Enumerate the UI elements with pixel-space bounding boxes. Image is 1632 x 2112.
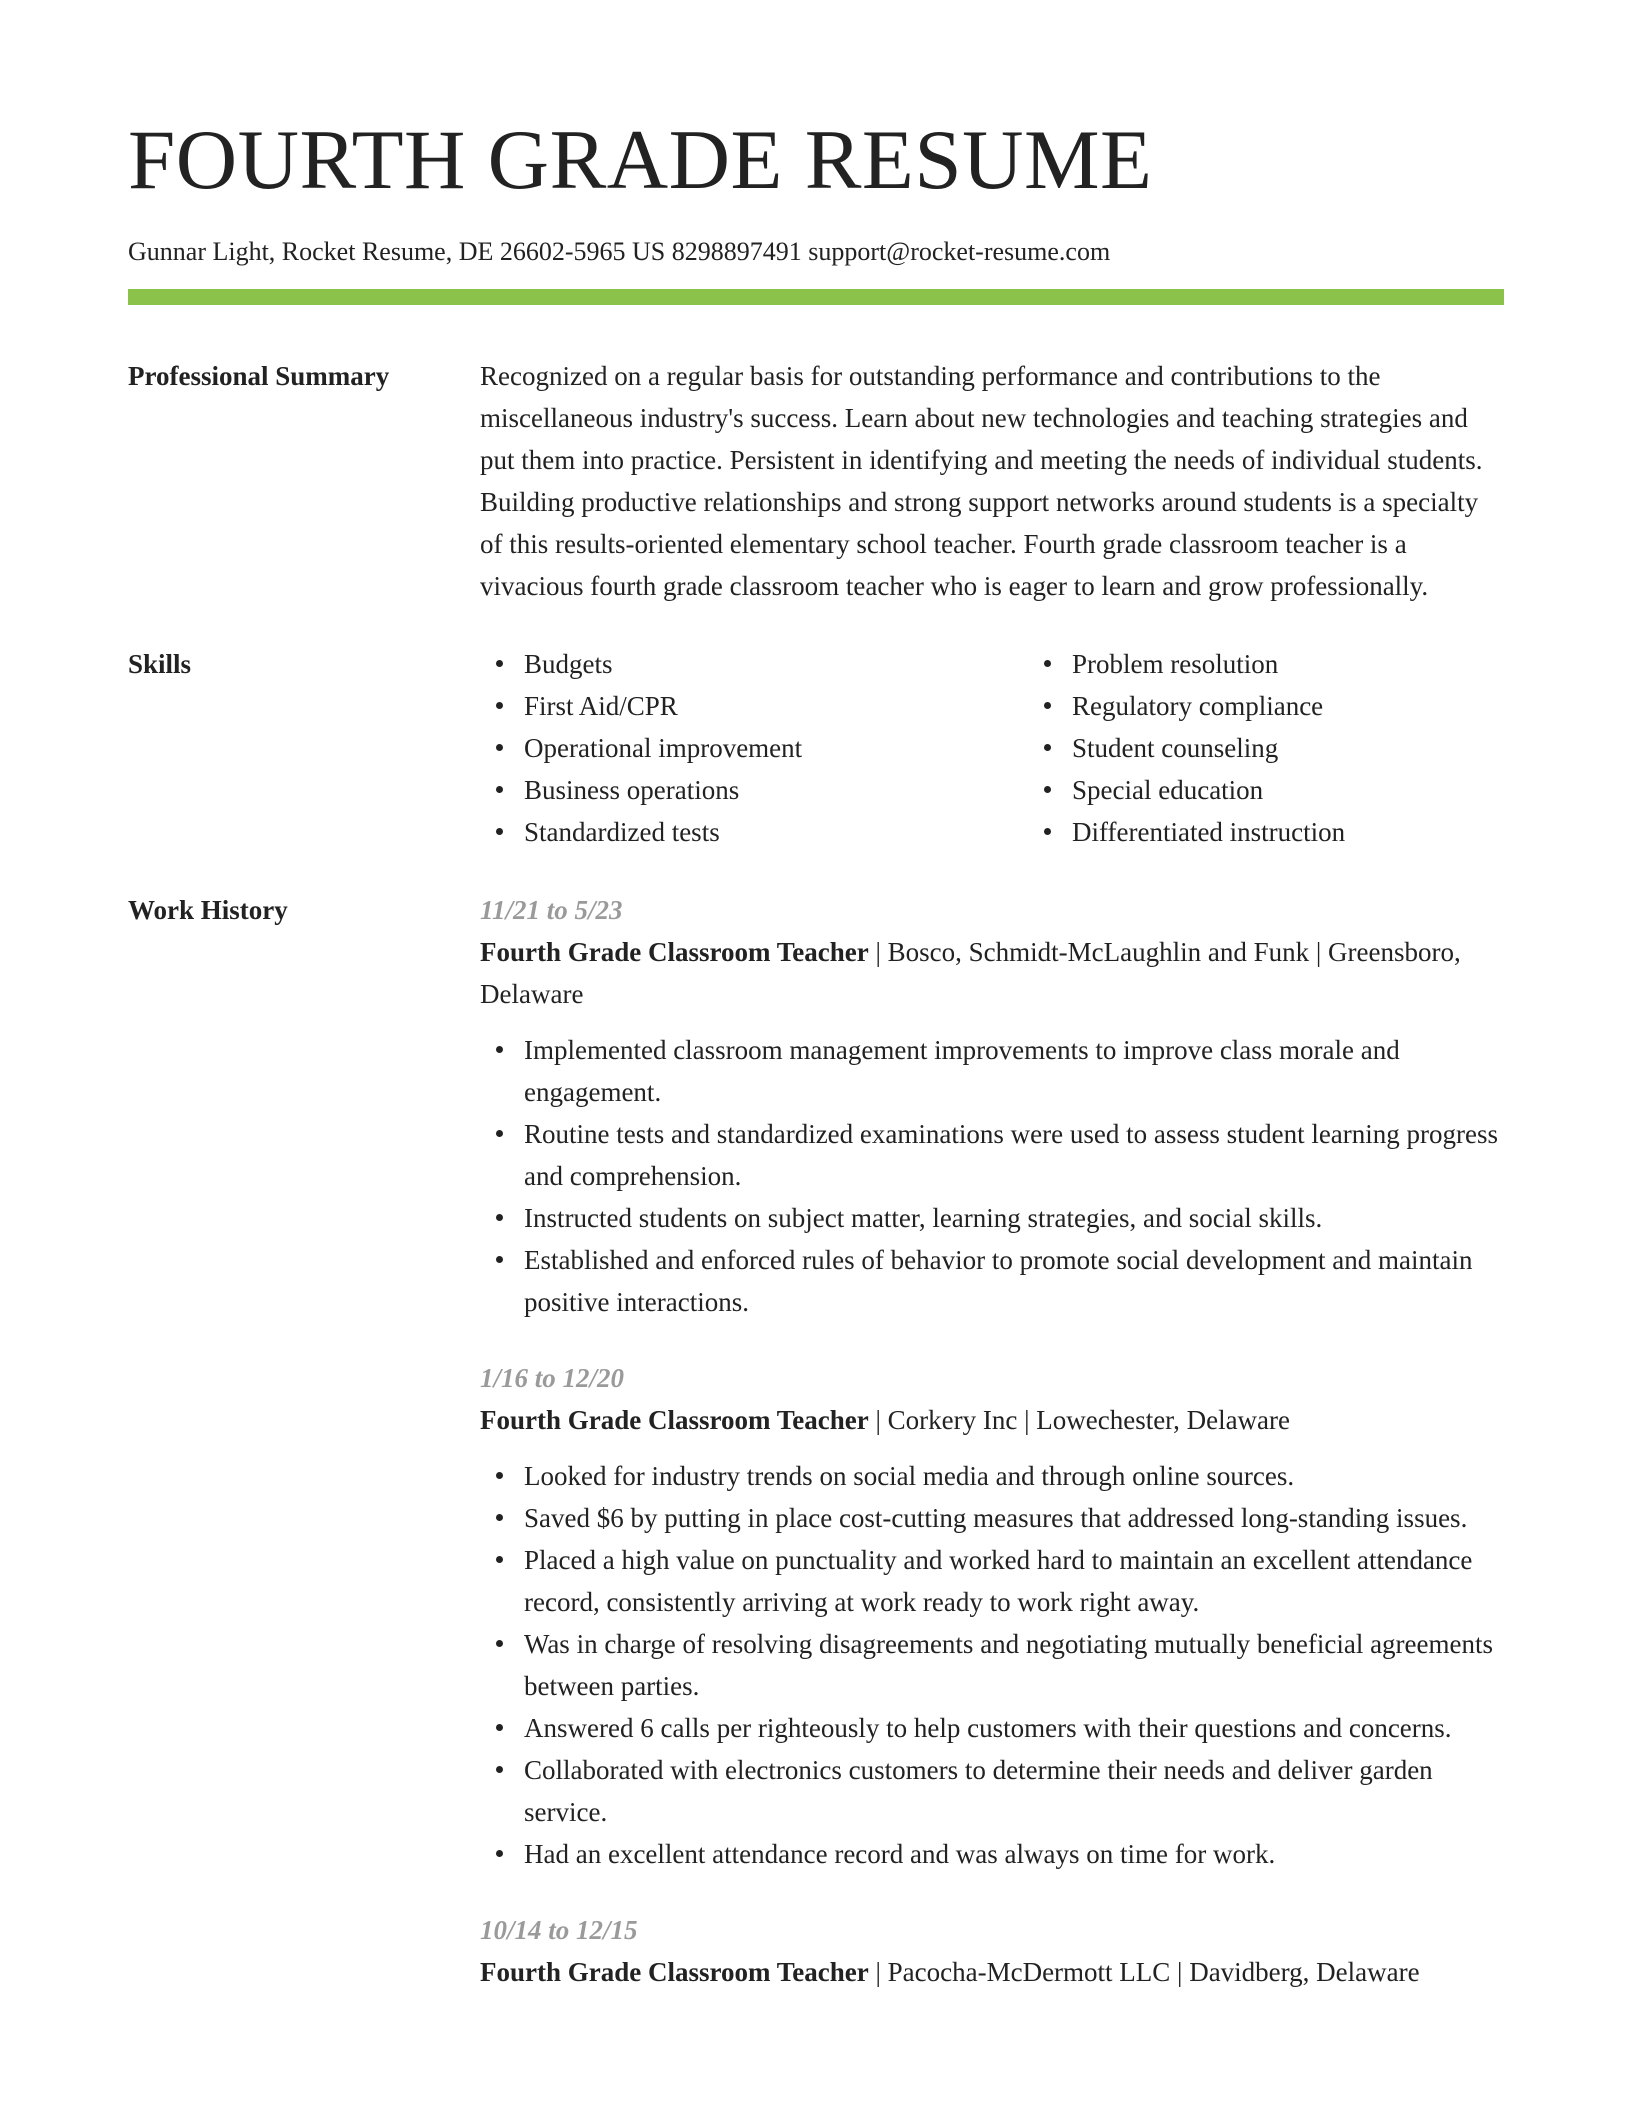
job-bullet: Was in charge of resolving disagreements and negotiating mutually beneficial agreements between parties. bbox=[524, 1623, 1504, 1707]
resume-title: FOURTH GRADE RESUME bbox=[128, 113, 1153, 207]
skill-item: Standardized tests bbox=[524, 811, 1028, 853]
job-dates: 1/16 to 12/20 bbox=[480, 1362, 625, 1393]
skill-item: Business operations bbox=[524, 769, 1028, 811]
job-heading bbox=[480, 1951, 1504, 1993]
job-bullet: Saved $6 by putting in place cost-cutting measures that addressed long-standing issues. bbox=[524, 1497, 1504, 1539]
skills-content bbox=[480, 643, 1576, 853]
skill-item: Differentiated instruction bbox=[1072, 811, 1576, 853]
job-dates: 11/21 to 5/23 bbox=[480, 894, 623, 925]
job-entry bbox=[480, 1909, 1504, 1993]
work-history-content bbox=[480, 889, 1504, 1993]
skill-item: Special education bbox=[1072, 769, 1576, 811]
contact-line: Gunnar Light, Rocket Resume, DE 26602-5965 US 8298897491 support@rocket-resume.com bbox=[128, 237, 1111, 266]
skills-list-right bbox=[1028, 643, 1576, 853]
skill-item: Student counseling bbox=[1072, 727, 1576, 769]
job-details: | Bosco, Schmidt-McLaughlin and Funk | Greensboro, Delaware bbox=[480, 936, 1461, 1009]
job-bullet: Instructed students on subject matter, learning strategies, and social skills. bbox=[524, 1197, 1504, 1239]
skills-list-left bbox=[480, 643, 1028, 853]
summary-content bbox=[480, 355, 1504, 607]
job-title: Fourth Grade Classroom Teacher bbox=[480, 1956, 869, 1987]
job-entry bbox=[480, 889, 1504, 1323]
accent-divider bbox=[128, 289, 1504, 305]
skills-section bbox=[128, 643, 1504, 853]
work-history-section bbox=[128, 889, 1504, 1993]
skill-item: Budgets bbox=[524, 643, 1028, 685]
job-bullet: Established and enforced rules of behavior to promote social development and maintain positive interactions. bbox=[524, 1239, 1504, 1323]
job-heading bbox=[480, 931, 1504, 1015]
work-history-label: Work History bbox=[128, 894, 288, 925]
summary-label: Professional Summary bbox=[128, 360, 390, 391]
skills-label: Skills bbox=[128, 648, 192, 679]
job-bullet: Answered 6 calls per righteously to help customers with their questions and concerns. bbox=[524, 1707, 1504, 1749]
summary-section bbox=[128, 355, 1504, 607]
job-bullets bbox=[480, 1029, 1504, 1323]
job-title: Fourth Grade Classroom Teacher bbox=[480, 936, 869, 967]
job-heading bbox=[480, 1399, 1504, 1441]
job-dates: 10/14 to 12/15 bbox=[480, 1914, 638, 1945]
job-bullet: Placed a high value on punctuality and worked hard to maintain an excellent attendance record, consistently arriving at work ready to work right away. bbox=[524, 1539, 1504, 1623]
job-bullet: Collaborated with electronics customers to determine their needs and deliver garden service. bbox=[524, 1749, 1504, 1833]
skill-item: First Aid/CPR bbox=[524, 685, 1028, 727]
job-bullets bbox=[480, 1455, 1504, 1875]
resume-page bbox=[128, 113, 1504, 1993]
skill-item: Problem resolution bbox=[1072, 643, 1576, 685]
summary-text: Recognized on a regular basis for outstanding performance and contributions to the miscellaneous industry's success. Learn about new technologies and teaching strategies and put them into practice. Persistent in identifying and meeting the needs of individual students. Building productive relationships and strong support networks around students is a specialty of this results-oriented elementary school teacher. Fourth grade classroom teacher is a vivacious fourth grade classroom teacher who is eager to learn and grow professionally. bbox=[480, 360, 1483, 601]
job-bullet: Implemented classroom management improvements to improve class morale and engagement. bbox=[524, 1029, 1504, 1113]
job-title: Fourth Grade Classroom Teacher bbox=[480, 1404, 869, 1435]
skill-item: Operational improvement bbox=[524, 727, 1028, 769]
job-bullet: Looked for industry trends on social media and through online sources. bbox=[524, 1455, 1504, 1497]
job-bullet: Had an excellent attendance record and was always on time for work. bbox=[524, 1833, 1504, 1875]
job-entry bbox=[480, 1357, 1504, 1875]
job-details: | Pacocha-McDermott LLC | Davidberg, Delaware bbox=[868, 1956, 1420, 1987]
job-details: | Corkery Inc | Lowechester, Delaware bbox=[868, 1404, 1291, 1435]
skill-item: Regulatory compliance bbox=[1072, 685, 1576, 727]
job-bullet: Routine tests and standardized examinations were used to assess student learning progress and comprehension. bbox=[524, 1113, 1504, 1197]
